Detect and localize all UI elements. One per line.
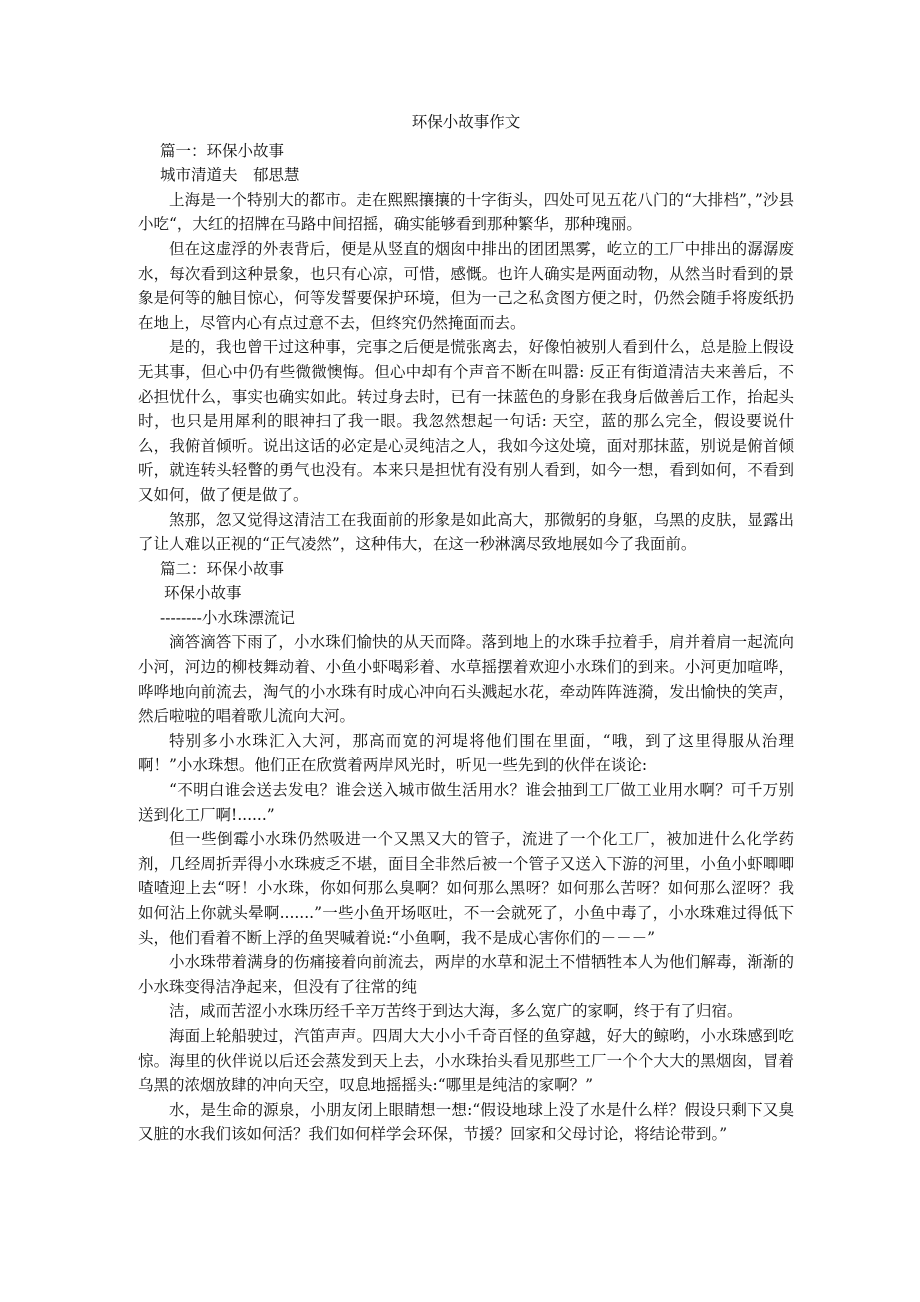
paragraph: 小水珠带着满身的伤痛接着向前流去，两岸的水草和泥土不惜牺牲本人为他们解毒，渐渐的小水珠变得洁净起来，但没有了往常的纯 — [138, 953, 794, 996]
section-subtitle: 城市清道夫 郁思慧 — [160, 166, 300, 185]
paragraph: 煞那，忽又觉得这清洁工在我面前的形象是如此高大，那微躬的身躯，乌黑的皮肤，显露出了让人难以正视的“正气凌然”，这种伟大，在这一秒淋漓尽致地展如今了我面前。 — [138, 510, 794, 554]
paragraph: 是的，我也曾干过这种事，完事之后便是慌张离去，好像怕被别人看到什么，总是脸上假设无其事，但心中仍有些微微懊悔。但心中却有个声音不断在叫嚣: 反正有街道清洁夫来善后，不必担忧什么，事实也确实如此。转过身去时，已有一抹蓝色的身影在我身后做善后工作，抬起头时，也只是用犀利的眼神扫了我一眼。我忽然想起一句话: 天空，蓝的那么完全，假设要说什么，我俯首倾听。说出这话的必定是心灵纯洁之人，我如今这处境，面对那抹蓝，别说是俯首倾听，就连转头轻瞥的勇气也没有。本来只是担忧有没有别人看到，如今一想，看到如何，不看到又如何，做了便是做了。 — [138, 338, 794, 504]
paragraph: 但一些倒霉小水珠仍然吸进一个又黑又大的管子，流进了一个化工厂，被加进什么化学药剂，几经周折弄得小水珠疲乏不堪，面目全非然后被一个管子又送入下游的河里，小鱼小虾唧唧喳喳迎上去“呀！小水珠，你如何那么臭啊？如何那么黑呀？如何那么苦呀？如何那么涩呀？我如何沾上你就头晕啊.......”一些小鱼开场呕吐，不一会就死了，小鱼中毒了，小水珠难过得低下头，他们看着不断上浮的鱼哭喊着说:“小鱼啊，我不是成心害你们的－－－” — [138, 830, 794, 947]
section-subtitle: --------小水珠漂流记 — [160, 608, 295, 627]
section-heading: 篇二：环保小故事 — [160, 559, 285, 578]
paragraph: 海面上轮船驶过，汽笛声声。四周大大小小千奇百怪的鱼穿越，好大的鲸哟，小水珠感到吃惊。海里的伙伴说以后还会蒸发到天上去，小水珠抬头看见那些工厂一个个大大的黑烟囱，冒着乌黑的浓烟放肆的冲向天空，叹息地摇摇头:“哪里是纯洁的家啊？” — [138, 1026, 794, 1095]
paragraph: 水，是生命的源泉，小朋友闭上眼睛想一想:“假设地球上没了水是什么样？假设只剩下又臭又脏的水我们该如何活？我们如何样学会环保，节援？回家和父母讨论，将结论带到。” — [138, 1100, 794, 1144]
paragraph: 特别多小水珠汇入大河，那高而宽的河堤将他们围在里面，“哦，到了这里得服从治理啊！”小水珠想。他们正在欣赏着两岸风光时，听见一些先到的伙伴在谈论: — [138, 731, 794, 775]
document-title: 环保小故事作文 — [411, 113, 521, 131]
paragraph: “不明白谁会送去发电？谁会送入城市做生活用水？谁会抽到工厂做工业用水啊？可千万别送到化工厂啊!......” — [138, 781, 794, 824]
document-page — [138, 110, 794, 1147]
paragraph: 滴答滴答下雨了，小水珠们愉快的从天而降。落到地上的水珠手拉着手，肩并着肩一起流向小河，河边的柳枝舞动着、小鱼小虾喝彩着、水草摇摆着欢迎小水珠们的到来。小河更加喧哗，哗哗地向前流去，淘气的小水珠有时成心冲向石头溅起水花，牵动阵阵涟漪，发出愉快的笑声，然后啦啦的唱着歌儿流向大河。 — [138, 633, 794, 726]
paragraph: 上海是一个特别大的都市。走在熙熙攘攘的十字街头，四处可见五花八门的“大排档”，”沙县小吃“，大红的招牌在马路中间招摇，确实能够看到那种繁华，那种瑰丽。 — [138, 190, 794, 234]
section-subtitle: 环保小故事 — [164, 584, 242, 603]
section-heading: 篇一：环保小故事 — [160, 141, 285, 160]
paragraph: 洁，咸而苦涩小水珠历经千辛万苦终于到达大海，多么宽广的家啊，终于有了归宿。 — [169, 1002, 743, 1021]
paragraph: 但在这虚浮的外表背后，便是从竖直的烟囱中排出的团团黑雾，屹立的工厂中排出的潺潺废水，每次看到这种景象，也只有心凉，可惜，感慨。也许人确实是两面动物，从然当时看到的景象是何等的触目惊心，何等发誓要保护环境，但为一己之私贪图方便之时，仍然会随手将废纸扔在地上，尽管内心有点过意不去，但终究仍然掩面而去。 — [138, 239, 794, 332]
